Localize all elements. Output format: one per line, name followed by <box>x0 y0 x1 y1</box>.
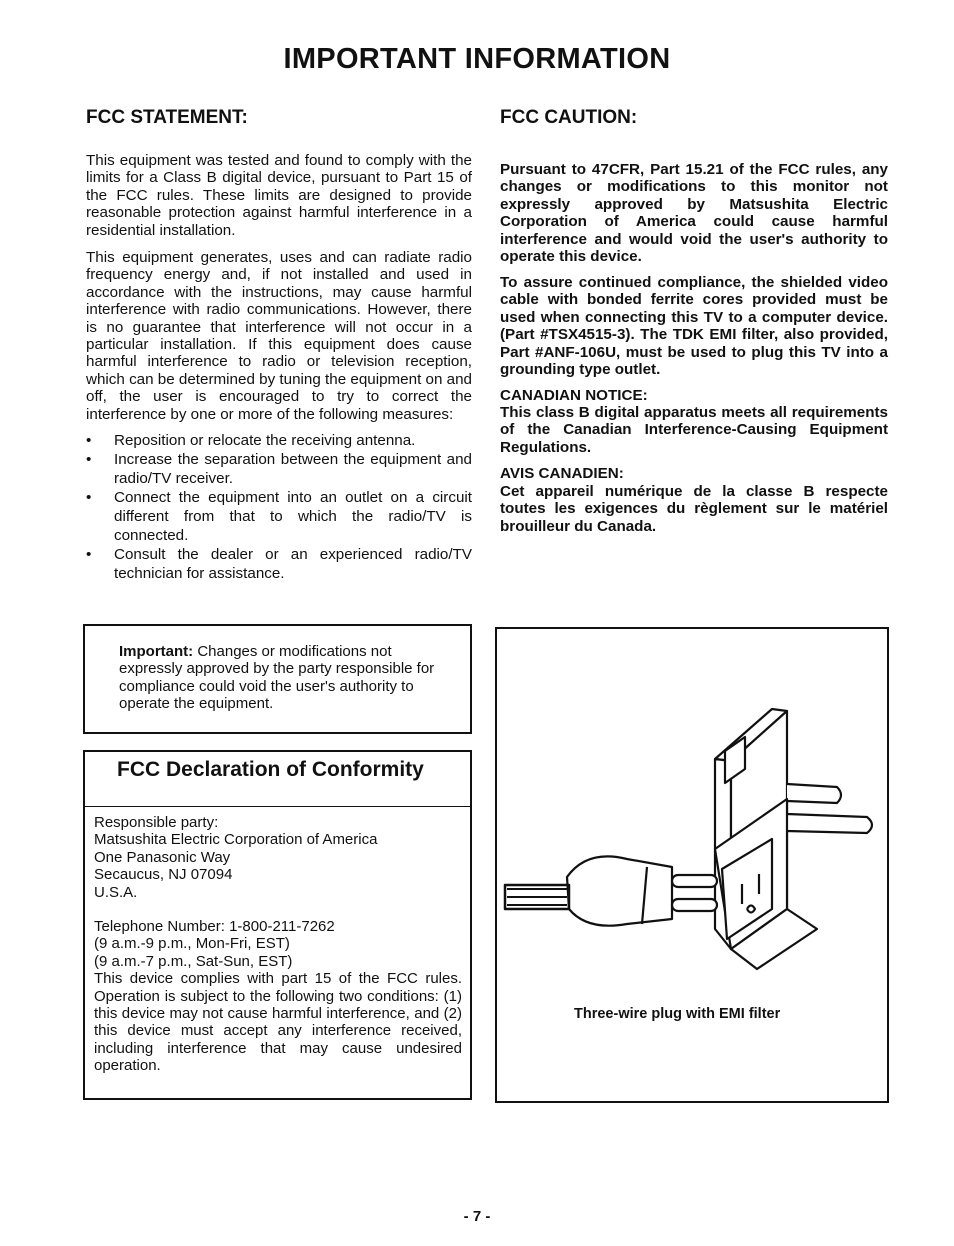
list-item <box>85 545 472 583</box>
fcc-statement-para-1: This equipment was tested and found to comply with the limits for a Class B digital device, pursuant to Part 15 of the FCC rules. These limits are designed to provide reasonable protection against harmful interference in a residential installation. <box>86 152 472 239</box>
important-body: Changes or modifications not expressly approved by the party responsible for compliance could void the user's authority to operate the equipment. <box>119 643 435 713</box>
fcc-caution-para-2: To assure continued compliance, the shielded video cable with bonded ferrite cores provided must be used when connecting this TV to a computer device. (Part #TSX4515-3). The TDK EMI filter, also provided, Part #ANF-106U, must be used to plug this TV into a grounding type outlet. <box>500 274 888 379</box>
measures-list <box>85 431 472 583</box>
fcc-statement-heading: FCC STATEMENT: <box>86 107 248 128</box>
page-title: IMPORTANT INFORMATION <box>283 43 671 75</box>
list-item-text: Increase the separation between the equipment and radio/TV receiver. <box>114 451 472 487</box>
list-item-text: Consult the dealer or an experienced radio/TV technician for assistance. <box>114 546 472 582</box>
compliance-text: This device complies with part 15 of the FCC rules. Operation is subject to the following two conditions: (1) this device may not cause harmful interference, and (2) this device must accept any interference received, including interference that may cause undesired operation. <box>94 970 462 1075</box>
fcc-statement-para-2: This equipment generates, uses and can radiate radio frequency energy and, if not installed and used in accordance with the instructions, may cause harmful interference with radio communications. However, there is no guarantee that interference will not occur in a particular installation. If this equipment does cause harmful interference to radio or television reception, which can be determined by tuning the equipment on and off, the user is encouraged to try to correct the interference by one or more of the following measures: <box>86 249 472 423</box>
list-item-text: Connect the equipment into an outlet on a circuit different from that to which the radio/TV is connected. <box>114 489 472 544</box>
bullet-icon: • <box>86 489 92 506</box>
bullet-icon: • <box>86 546 92 563</box>
canadian-notice-text: This class B digital apparatus meets all requirements of the Canadian Interference-Causing Equipment Regulations. <box>500 404 888 456</box>
list-item-text: Reposition or relocate the receiving antenna. <box>114 432 416 449</box>
list-item <box>85 431 472 450</box>
list-item <box>85 488 472 545</box>
party-line: Secaucus, NJ 07094 <box>94 866 233 884</box>
phone-line: (9 a.m.-7 p.m., Sat-Sun, EST) <box>94 952 293 970</box>
phone-line: Telephone Number: 1-800-211-7262 <box>94 918 335 935</box>
important-box <box>83 624 472 734</box>
canadian-notice-heading: CANADIAN NOTICE: <box>500 387 648 404</box>
declaration-box <box>83 750 472 1100</box>
party-line: Responsible party: <box>94 814 219 831</box>
avis-canadien-heading: AVIS CANADIEN: <box>500 465 624 482</box>
phone-line: (9 a.m.-9 p.m., Mon-Fri, EST) <box>94 935 290 953</box>
party-line: Matsushita Electric Corporation of America <box>94 831 378 849</box>
fcc-caution-para-1: Pursuant to 47CFR, Part 15.21 of the FCC rules, any changes or modifications to this monitor not expressly approved by Matsushita Electric Corporation of America could cause harmful interference and would void the user's authority to operate this device. <box>500 161 888 266</box>
party-line: U.S.A. <box>94 883 138 901</box>
emi-filter-plug-illustration <box>497 699 887 1039</box>
figure-caption: Three-wire plug with EMI filter <box>574 1006 781 1022</box>
important-label: Important: <box>119 643 194 660</box>
responsible-party-block <box>94 814 464 901</box>
bullet-icon: • <box>86 432 92 449</box>
contact-block <box>94 918 462 1075</box>
important-text <box>119 643 437 713</box>
page-number: - 7 - <box>463 1208 491 1225</box>
avis-canadien-text: Cet appareil numérique de la classe B respecte toutes les exigences du règlement sur le matériel brouilleur du Canada. <box>500 483 888 535</box>
declaration-title: FCC Declaration of Conformity <box>117 758 424 781</box>
fcc-caution-heading: FCC CAUTION: <box>500 107 638 128</box>
party-line: One Panasonic Way <box>94 848 231 866</box>
bullet-icon: • <box>86 451 92 468</box>
figure-box <box>495 627 889 1103</box>
list-item <box>85 450 472 488</box>
